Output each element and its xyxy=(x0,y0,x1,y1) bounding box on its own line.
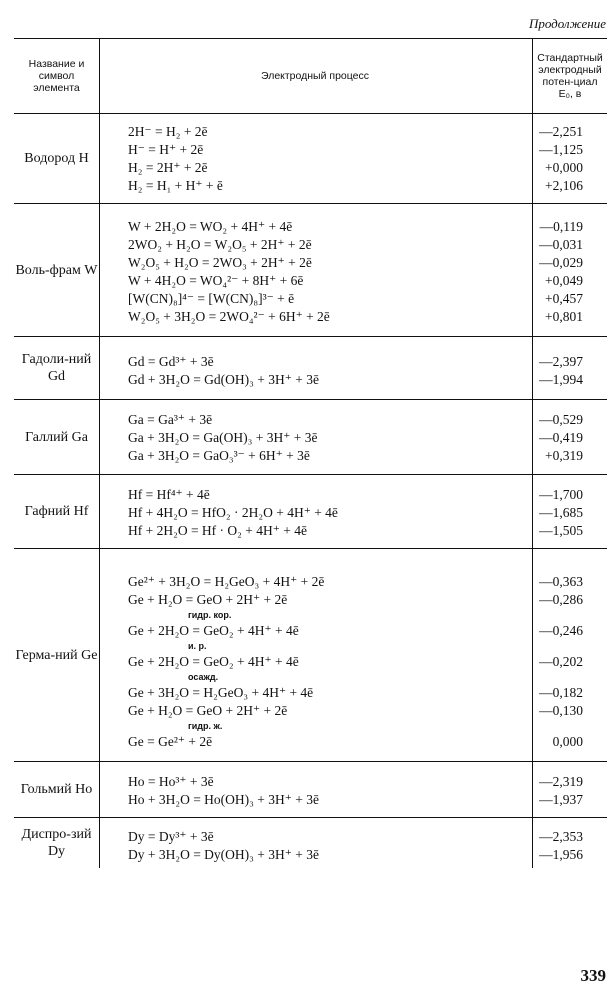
equation: Ho + 3H₂O = Ho(OH)₃ + 3H⁺ + 3ē xyxy=(128,792,319,807)
phase-note: гидр. ж. xyxy=(188,721,223,731)
header-electrode-process: Электродный процесс xyxy=(100,39,533,114)
potential-value: —0,029 xyxy=(539,255,583,270)
potential-cell xyxy=(533,818,608,869)
element-name-cell xyxy=(14,475,100,549)
equation: 2WO₂ + H₂O = W₂O₅ + 2H⁺ + 2ē xyxy=(128,237,312,252)
element-name-cell xyxy=(14,818,100,869)
header-element-name: Название и символ элемента xyxy=(14,39,100,114)
continuation-label: Продолжение xyxy=(528,16,606,31)
equation: W + 2H₂O = WO₂ + 4H⁺ + 4ē xyxy=(128,219,293,234)
element-group-row xyxy=(14,400,607,475)
electrode-process-cell xyxy=(100,204,533,337)
element-name: Герма-ний Ge xyxy=(15,647,98,663)
potential-value: 0,000 xyxy=(552,734,583,749)
page-number: 339 xyxy=(580,966,606,985)
element-name: Водород H xyxy=(24,151,89,166)
equation: Dy + 3H₂O = Dy(OH)₃ + 3H⁺ + 3ē xyxy=(128,847,319,862)
equation: Ga = Ga³⁺ + 3ē xyxy=(128,412,213,427)
equation: Ge = Ge²⁺ + 2ē xyxy=(128,734,213,749)
equation: Dy = Dy³⁺ + 3ē xyxy=(128,829,214,844)
potential-value: +0,000 xyxy=(545,160,583,175)
electrode-process-cell xyxy=(100,818,533,869)
equation: Ga + 3H₂O = Ga(OH)₃ + 3H⁺ + 3ē xyxy=(128,430,318,445)
element-name-cell xyxy=(14,204,100,337)
equation: Ge + 2H₂O = GeO₂ + 4H⁺ + 4ē xyxy=(128,623,299,638)
electrode-process-cell xyxy=(100,114,533,204)
potential-value: —0,119 xyxy=(539,219,583,234)
element-name-cell xyxy=(14,762,100,818)
potential-value: —0,182 xyxy=(539,685,583,700)
electrode-process-cell xyxy=(100,549,533,762)
potential-value: —1,125 xyxy=(539,142,583,157)
element-group-row xyxy=(14,475,607,549)
electrode-process-cell xyxy=(100,475,533,549)
potential-value: —2,353 xyxy=(539,829,583,844)
electrode-potentials-table xyxy=(14,38,607,868)
equation: Ga + 3H₂O = GaO₃³⁻ + 6H⁺ + 3ē xyxy=(128,448,310,463)
phase-note: осажд. xyxy=(188,672,219,682)
potential-cell xyxy=(533,114,608,204)
equation: W₂O₅ + 3H₂O = 2WO₄²⁻ + 6H⁺ + 2ē xyxy=(128,309,330,324)
element-group-row xyxy=(14,549,607,762)
element-group-row xyxy=(14,337,607,400)
potential-value: —0,529 xyxy=(539,412,583,427)
equation: Hf + 2H₂O = Hf · O₂ + 4H⁺ + 4ē xyxy=(128,523,307,538)
element-name-cell xyxy=(14,400,100,475)
potential-value: +0,319 xyxy=(545,448,583,463)
phase-note: и. р. xyxy=(188,641,207,651)
potential-cell xyxy=(533,549,608,762)
element-name: Воль-фрам W xyxy=(15,262,98,278)
equation: Gd + 3H₂O = Gd(OH)₃ + 3H⁺ + 3ē xyxy=(128,372,319,387)
element-name: Гафний Hf xyxy=(24,504,89,519)
potential-value: +2,106 xyxy=(545,178,583,193)
equation: W + 4H₂O = WO₄²⁻ + 8H⁺ + 6ē xyxy=(128,273,304,288)
element-group-row xyxy=(14,204,607,337)
potential-value: —0,363 xyxy=(539,574,583,589)
equation: Ge²⁺ + 3H₂O = H₂GeO₃ + 4H⁺ + 2ē xyxy=(128,574,325,589)
potential-value: —0,246 xyxy=(539,623,583,638)
potential-value: +0,457 xyxy=(545,291,583,306)
element-name: Гольмий Ho xyxy=(20,782,93,797)
potential-value: —1,505 xyxy=(539,523,583,538)
potential-cell xyxy=(533,204,608,337)
spacer xyxy=(534,720,583,733)
element-name-cell xyxy=(14,114,100,204)
equation: Gd = Gd³⁺ + 3ē xyxy=(128,354,214,369)
equation: [W(CN)₈]⁴⁻ = [W(CN)₈]³⁻ + ē xyxy=(128,291,295,306)
electrode-process-cell xyxy=(100,400,533,475)
equation: W₂O₅ + H₂O = 2WO₃ + 2H⁺ + 2ē xyxy=(128,255,312,270)
element-group-row xyxy=(14,762,607,818)
potential-value: —0,202 xyxy=(539,654,583,669)
equation: H⁻ = H⁺ + 2ē xyxy=(128,142,204,157)
potential-value: +0,801 xyxy=(545,309,583,324)
potential-cell xyxy=(533,337,608,400)
potential-value: —2,251 xyxy=(539,124,583,139)
element-group-row xyxy=(14,114,607,204)
potential-value: —1,700 xyxy=(539,487,583,502)
equation: Ho = Ho³⁺ + 3ē xyxy=(128,774,214,789)
potential-cell xyxy=(533,762,608,818)
element-name-cell xyxy=(14,549,100,762)
potential-value: —1,994 xyxy=(539,372,583,387)
potential-value: —1,956 xyxy=(539,847,583,862)
equation: H₂ = 2H⁺ + 2ē xyxy=(128,160,208,175)
potential-cell xyxy=(533,400,608,475)
potential-value: —1,685 xyxy=(539,505,583,520)
spacer xyxy=(534,640,583,653)
element-name: Галлий Ga xyxy=(25,429,88,445)
potential-value: —0,031 xyxy=(539,237,583,252)
spacer xyxy=(534,671,583,684)
spacer xyxy=(534,609,583,622)
element-name-cell xyxy=(14,337,100,400)
phase-note: гидр. кор. xyxy=(188,610,232,620)
equation: Ge + H₂O = GeO + 2H⁺ + 2ē xyxy=(128,703,288,718)
potential-value: —0,286 xyxy=(539,592,583,607)
potential-value: —1,937 xyxy=(539,792,583,807)
equation: Ge + 3H₂O = H₂GeO₃ + 4H⁺ + 4ē xyxy=(128,685,314,700)
equation: Hf = Hf⁴⁺ + 4ē xyxy=(128,487,210,502)
element-group-row xyxy=(14,818,607,869)
equation: 2H⁻ = H₂ + 2ē xyxy=(128,124,208,139)
potential-value: —0,130 xyxy=(539,703,583,718)
equation: H₂ = H₁ + H⁺ + ē xyxy=(128,178,223,193)
potential-value: +0,049 xyxy=(545,273,583,288)
element-name: Гадоли-ний Gd xyxy=(21,352,92,384)
table-header-row xyxy=(14,39,607,114)
electrode-process-cell xyxy=(100,762,533,818)
potential-value: —0,419 xyxy=(539,430,583,445)
table-body xyxy=(14,114,607,869)
potential-value: —2,397 xyxy=(539,354,583,369)
equation: Ge + H₂O = GeO + 2H⁺ + 2ē xyxy=(128,592,288,607)
potential-cell xyxy=(533,475,608,549)
electrode-process-cell xyxy=(100,337,533,400)
element-name: Диспро-зий Dy xyxy=(21,827,92,859)
equation: Ge + 2H₂O = GeO₂ + 4H⁺ + 4ē xyxy=(128,654,299,669)
potential-value: —2,319 xyxy=(539,774,583,789)
header-standard-potential: Стандартный электродный потен-циал E₀, в xyxy=(533,39,608,114)
equation: Hf + 4H₂O = HfO₂ · 2H₂O + 4H⁺ + 4ē xyxy=(128,505,338,520)
